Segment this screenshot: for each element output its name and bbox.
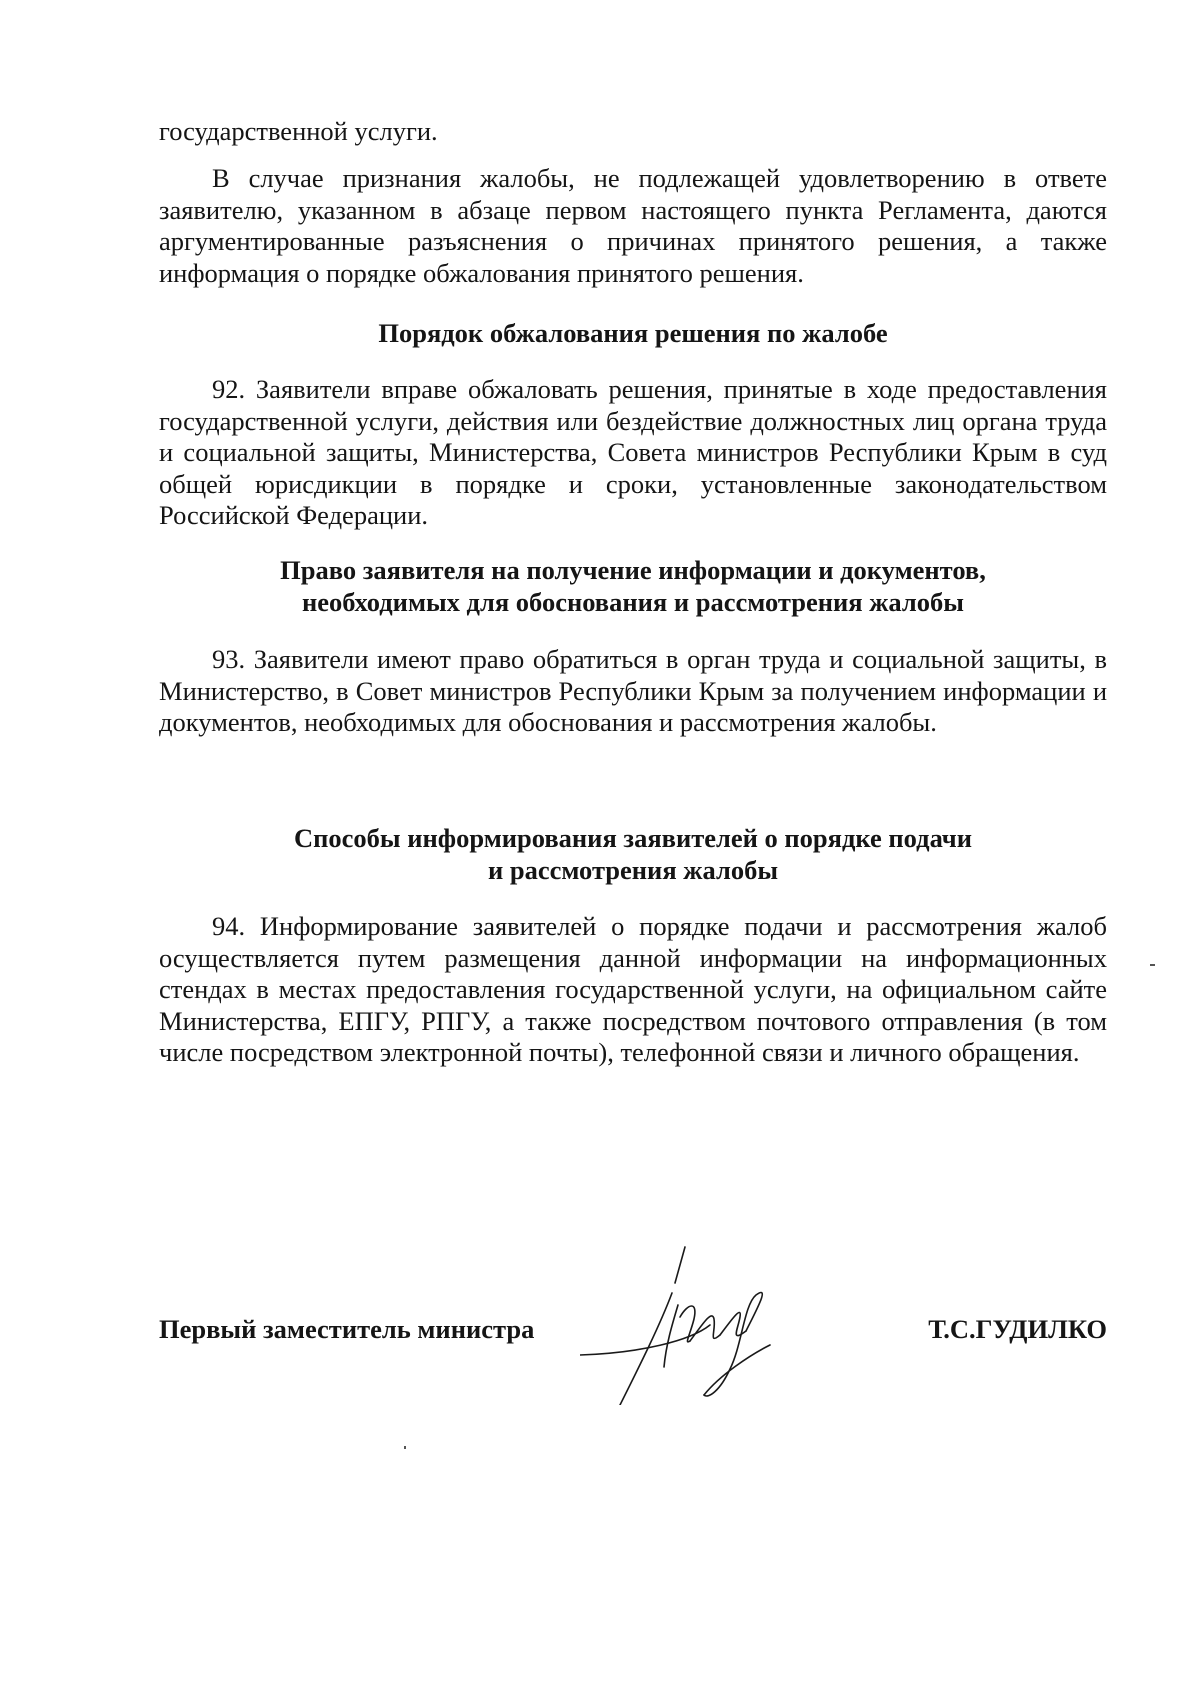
signatory-position: Первый заместитель министра xyxy=(159,1314,535,1344)
heading-appeal-text: Порядок обжалования решения по жалобе xyxy=(378,318,888,348)
heading-information-methods-line1: Способы информирования заявителей о порядке подачи xyxy=(294,823,972,853)
paragraph-92: 92. Заявители вправе обжаловать решения, принятые в ходе предоставления государственной услуги, действия или бездействие должностных лиц органа труда и социальной защиты, Министерства, Совета министров Республики Крым в суд общей юрисдикции в порядке и сроки, установленные законодательством Российской Федерации. xyxy=(159,374,1107,530)
heading-information-methods xyxy=(159,823,1107,886)
heading-applicant-right-line2: необходимых для обоснования и рассмотрения жалобы xyxy=(302,586,964,617)
heading-appeal-procedure xyxy=(159,318,1107,350)
scan-speck xyxy=(404,1446,406,1449)
heading-applicant-right xyxy=(159,555,1107,618)
handwritten-signature xyxy=(580,1245,840,1405)
signatory-name: Т.С.ГУДИЛКО xyxy=(928,1314,1107,1344)
heading-information-methods-line2: и рассмотрения жалобы xyxy=(487,854,779,885)
paragraph-94: 94. Информирование заявителей о порядке подачи и рассмотрения жалоб осуществляется путем размещения данной информации на информационных стендах в местах предоставления государственной услуги, на официальном сайте Министерства, ЕПГУ, РПГУ, а также посредством почтового отправления (в том числе посредством электронной почты), телефонной связи и личного обращения. xyxy=(159,911,1107,1067)
heading-applicant-right-line1: Право заявителя на получение информации и документов, xyxy=(280,555,986,585)
paragraph-refusal: В случае признания жалобы, не подлежащей удовлетворению в ответе заявителю, указанном в абзаце первом настоящего пункта Регламента, даются аргументированные разъяснения о причинах принятого решения, а также информация о порядке обжалования принятого решения. xyxy=(159,163,1107,288)
scan-speck xyxy=(1150,964,1155,966)
paragraph-continuation: государственной услуги. xyxy=(159,116,438,146)
paragraph-93: 93. Заявители имеют право обратиться в орган труда и социальной защиты, в Министерство, в Совет министров Республики Крым за получением информации и документов, необходимых для обоснования и рассмотрения жалобы. xyxy=(159,644,1107,737)
